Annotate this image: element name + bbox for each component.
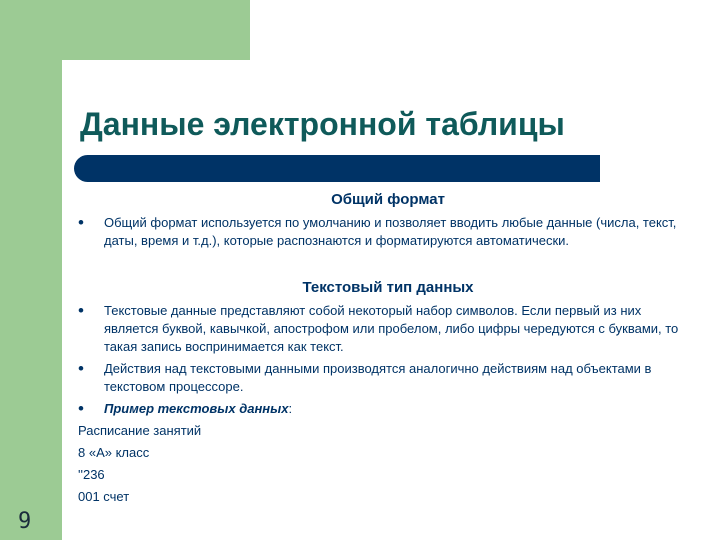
example-colon: : xyxy=(288,401,293,416)
top-decor-band xyxy=(0,0,250,60)
bullet-general-format: • Общий формат используется по умолчанию и позволяет вводить любые данные (числа, текст, даты, время и т.д.), которые распознаются и форматируются автоматически. xyxy=(78,214,698,250)
example-line: ''236 xyxy=(78,467,105,482)
rounded-corner xyxy=(62,60,98,96)
bullet-example-label xyxy=(78,400,698,418)
bullet-text-actions: • Действия над текстовыми данными производятся аналогично действиям над объектами в текстовом процессоре. xyxy=(78,360,698,396)
section-heading-general: Общий формат xyxy=(331,191,445,208)
title-underline-bar xyxy=(74,155,600,182)
section-heading-text: Текстовый тип данных xyxy=(302,279,474,296)
bullet-text-definition: • Текстовые данные представляют собой некоторый набор символов. Если первый из них является буквой, кавычкой, апострофом или пробелом, либо цифры чередуются с буквами, то такая запись воспринимается как текст. xyxy=(78,302,698,356)
example-line: 8 «А» класс xyxy=(78,445,150,460)
example-line: 001 счет xyxy=(78,489,130,504)
slide-title: Данные электронной таблицы xyxy=(80,106,565,142)
slide-content xyxy=(78,190,698,506)
slide-number: 9 xyxy=(18,509,32,534)
example-label: Пример текстовых данных xyxy=(104,401,289,416)
example-line: Расписание занятий xyxy=(78,423,202,438)
left-decor-band xyxy=(0,0,62,540)
